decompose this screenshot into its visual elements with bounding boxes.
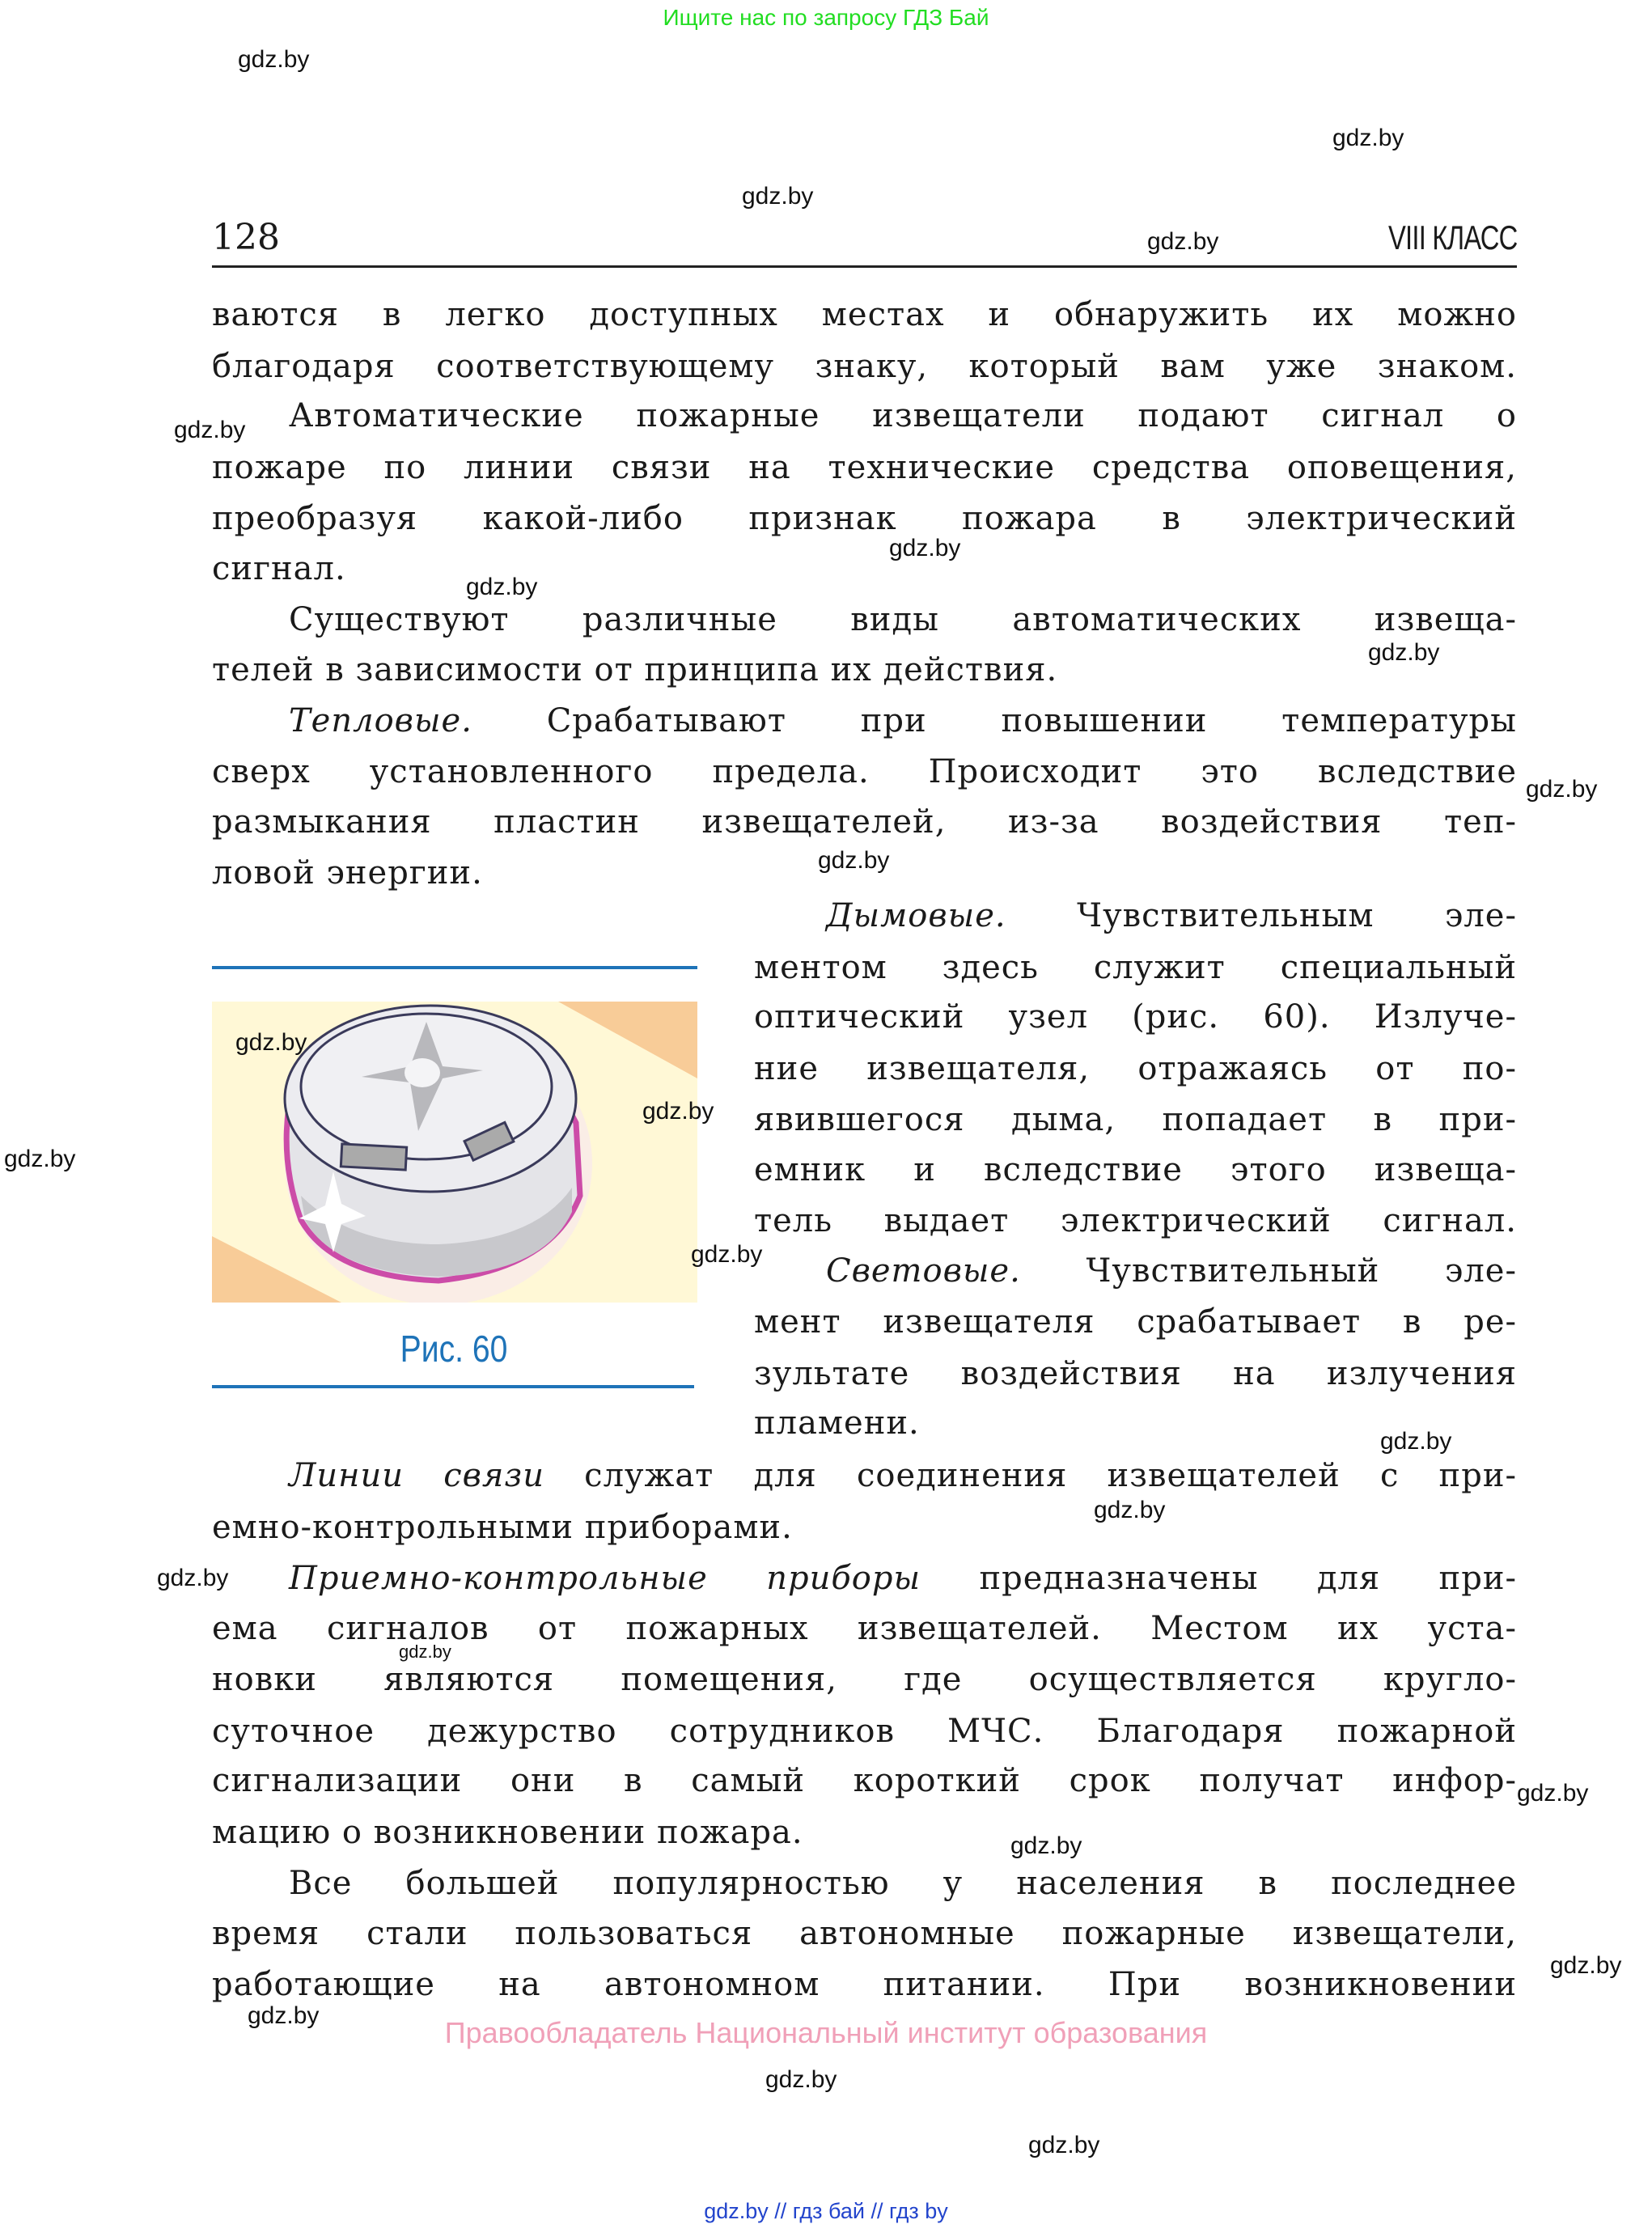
text-line (826, 891, 1517, 941)
watermark: gdz.by (1332, 125, 1404, 151)
line-text: размыкания пластин извещателей, из-за воздействия теп- (212, 803, 1517, 841)
watermark: gdz.by (1147, 228, 1219, 255)
watermark: gdz.by (889, 535, 961, 561)
text-line (289, 1858, 1517, 1908)
line-text: Все большей популярностью у населения в последнее (289, 1865, 1517, 1902)
watermark: gdz.by (1010, 1832, 1082, 1859)
line-text: оптический узел (рис. 60). Излуче- (754, 998, 1517, 1036)
text-line (289, 696, 1517, 746)
figure-bottom-rule (212, 1385, 694, 1388)
line-text: суточное дежурство сотрудников МЧС. Благодаря пожарной (212, 1713, 1517, 1750)
watermark: gdz.by (466, 574, 538, 600)
watermark: gdz.by (157, 1565, 229, 1591)
watermark: gdz.by (765, 2066, 837, 2093)
line-text: сверх установленного предела. Происходит это вследствие (212, 753, 1517, 790)
line-text: ваются в легко доступных местах и обнаружить их можно (212, 296, 1517, 333)
text-line (212, 1908, 1517, 1959)
text-line (289, 595, 1517, 645)
text-line (212, 747, 1517, 797)
text-line (212, 1959, 1517, 2010)
watermark: gdz.by (248, 2002, 320, 2029)
line-text: ловой энергии. (212, 854, 483, 892)
line-text: работающие на автономном питании. При возникновении (212, 1966, 1517, 2003)
line-text: пламени. (754, 1404, 920, 1442)
line-text: ментом здесь служит специальный (754, 949, 1517, 986)
watermark: gdz.by (818, 847, 890, 874)
watermark: gdz.by (742, 183, 814, 210)
grade-label: VIII КЛАСС (1387, 218, 1517, 256)
watermark: gdz.by (691, 1241, 763, 1268)
watermark: gdz.by (1368, 639, 1440, 666)
text-line (754, 1044, 1517, 1094)
rights-holder-notice: Правообладатель Национальный институт образования (444, 2016, 1208, 2049)
text-line (289, 1553, 1517, 1603)
line-text: телей в зависимости от принципа их действия. (212, 651, 1058, 688)
line-text: пожаре по линии связи на технические средства оповещения, (212, 449, 1517, 486)
text-line (289, 1451, 1517, 1501)
text-line (212, 544, 1517, 594)
line-text: мацию о возникновении пожара. (212, 1814, 803, 1851)
line-text: предназначены для при- (921, 1560, 1517, 1597)
watermark: gdz.by (399, 1642, 451, 1662)
text-line (754, 992, 1517, 1042)
line-text: тель выдает электрический сигнал. (754, 1202, 1517, 1239)
text-line (826, 1246, 1517, 1296)
text-line (212, 1502, 1517, 1553)
text-line (754, 1349, 1517, 1399)
line-text: емно-контрольными приборами. (212, 1509, 793, 1546)
text-line (212, 341, 1517, 392)
text-line (212, 1654, 1517, 1705)
header-rule (212, 265, 1517, 268)
line-text: преобразуя какой-либо признак пожара в электрический (212, 500, 1517, 537)
text-line (754, 1095, 1517, 1145)
figure-caption: Рис. 60 (400, 1328, 508, 1370)
watermark: gdz.by (238, 46, 310, 73)
watermark: gdz.by (174, 417, 246, 443)
line-text: явившегося дыма, попадает в при- (754, 1101, 1517, 1138)
search-banner[interactable]: Ищите нас по запросу ГДЗ Бай (663, 5, 989, 30)
line-text: новки являются помещения, где осуществляется кругло- (212, 1661, 1517, 1698)
text-line (754, 1297, 1517, 1347)
text-line (754, 1145, 1517, 1195)
line-text: Срабатывают при повышении температуры (472, 702, 1517, 739)
watermark: gdz.by (4, 1146, 76, 1172)
watermark: gdz.by (1028, 2132, 1100, 2158)
line-text: сигнал. (212, 550, 346, 587)
italic-term: Тепловые. (289, 702, 472, 739)
figure-top-rule (212, 966, 697, 969)
watermark: gdz.by (1094, 1497, 1166, 1523)
watermark: gdz.by (1517, 1780, 1589, 1807)
watermark: gdz.by (235, 1029, 307, 1056)
line-text: Чувствительный эле- (1020, 1252, 1517, 1290)
text-line (212, 494, 1517, 544)
text-line (212, 797, 1517, 847)
line-text: Чувствительным эле- (1006, 897, 1517, 934)
text-line (212, 1756, 1517, 1806)
italic-term: Линии связи (289, 1457, 544, 1494)
watermark: gdz.by (1526, 776, 1598, 803)
italic-term: Световые. (826, 1252, 1021, 1290)
watermark: gdz.by (1380, 1428, 1452, 1455)
text-line (212, 645, 1517, 695)
line-text: зультате воздействия на излучения (754, 1355, 1517, 1392)
line-text: ние извещателя, отражаясь от по- (754, 1050, 1517, 1087)
text-line (212, 1706, 1517, 1756)
line-text: сигнализации они в самый короткий срок получат инфор- (212, 1762, 1517, 1799)
line-text: ема сигналов от пожарных извещателей. Местом их уста- (212, 1610, 1517, 1647)
text-line (754, 943, 1517, 993)
page-number: 128 (212, 217, 280, 258)
watermark: gdz.by (642, 1098, 714, 1125)
watermark: gdz.by (1550, 1952, 1622, 1979)
line-text: благодаря соответствующему знаку, который вам уже знаком. (212, 348, 1517, 385)
text-line (289, 391, 1517, 441)
line-text: мент извещателя срабатывает в ре- (754, 1303, 1517, 1341)
text-line (212, 290, 1517, 340)
line-text: Автоматические пожарные извещатели подают сигнал о (289, 397, 1517, 434)
text-line (212, 1807, 1517, 1858)
text-line (212, 443, 1517, 493)
line-text: служат для соединения извещателей с при- (544, 1457, 1517, 1494)
line-text: время стали пользоваться автономные пожарные извещатели, (212, 1915, 1517, 1952)
line-text: емник и вследствие этого извеща- (754, 1151, 1517, 1188)
footer-links[interactable]: gdz.by // гдз бай // гдз by (704, 2199, 948, 2223)
text-line (754, 1196, 1517, 1246)
italic-term: Дымовые. (826, 897, 1006, 934)
italic-term: Приемно-контрольные приборы (289, 1560, 921, 1597)
line-text: Существуют различные виды автоматических извеща- (289, 601, 1517, 638)
